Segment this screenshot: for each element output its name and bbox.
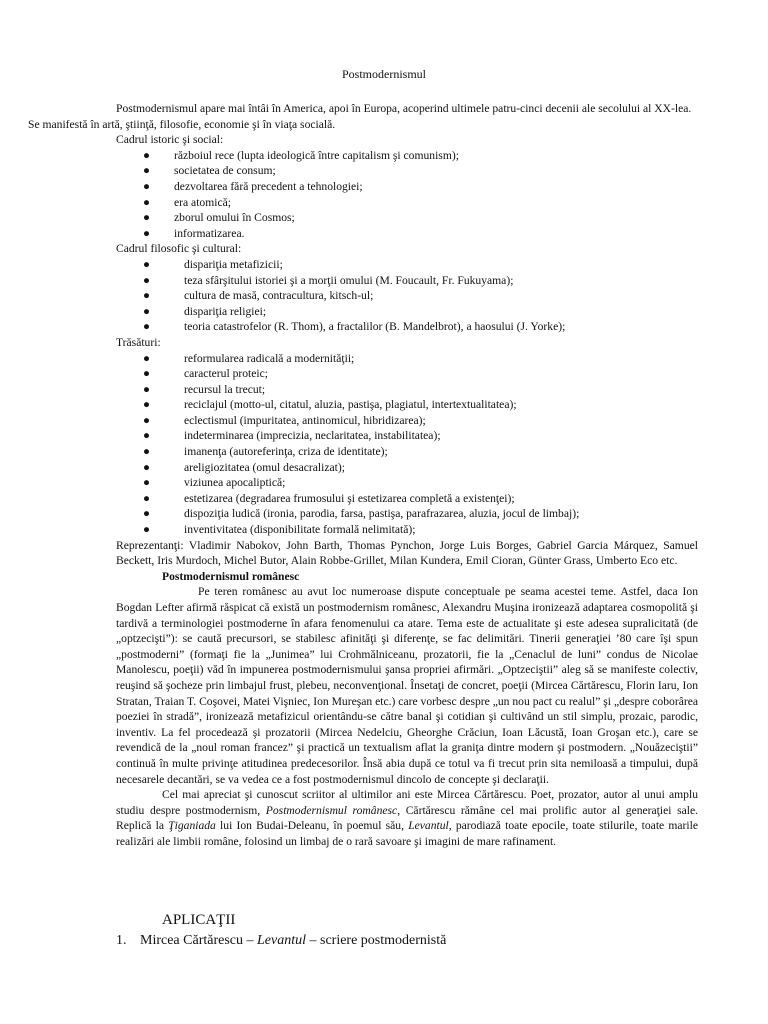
list-item: ● războiul rece (lupta ideologică între capitalism şi comunism); [143,148,459,162]
bullet-icon: ● [143,320,151,334]
list-item: ● estetizarea (degradarea frumosului şi estetizarea completă a existenţei); [143,491,515,505]
list-item: ● recursul la trecut; [143,382,266,396]
bullet-icon: ● [143,460,151,474]
list-item: ● dispariţia religiei; [143,304,267,318]
bullet-icon: ● [143,351,151,365]
representatives-paragraph: Reprezentanţi: Vladimir Nabokov, John Barth, Thomas Pynchon, Jorge Luis Borges, Gabriel Garcia Márquez, Samuel Beckett, Iris Murdoch, Michel Butor, Alain Robbe-Grillet, Milan Kundera, Emil Cioran, Günter Grass, Umberto Eco etc. [116,538,698,568]
list-item: ● indeterminarea (imprecizia, neclaritatea, instabilitatea); [143,429,441,443]
intro-text: Postmodernismul apare mai întâi în America, apoi în Europa, acoperind ultimele patru-cinci decenii ale secolului al XX-lea. Se manifestă în artă, ştiinţă, filosofie, economie şi în viaţa socială. [28,102,692,131]
bullet-icon: ● [143,273,151,287]
bullet-icon: ● [143,289,151,303]
list-item: ● teoria catastrofelor (R. Thom), a fractalilor (B. Mandelbrot), a haosului (J. Yorke); [143,320,566,334]
list-item: ● dispariţia metafizicii; [143,257,283,271]
philosophical-list [116,257,698,335]
bullet-icon: ● [143,179,151,193]
bullet-icon: ● [143,413,151,427]
book-title: Postmodernismul românesc [265,803,398,817]
document-body [28,101,699,850]
list-item: ● zborul omului în Cosmos; [143,211,295,225]
bullet-icon: ● [143,195,151,209]
book-title: Levantul [257,933,306,948]
list-item: ● cultura de masă, contracultura, kitsch-ul; [143,289,374,303]
bullet-icon: ● [143,507,151,521]
bullet-icon: ● [143,491,151,505]
list-item: ● inventivitatea (disponibilitate formală nelimitată); [143,523,416,537]
bullet-icon: ● [143,382,151,396]
romanian-paragraph-1: Pe teren românesc au avut loc numeroase dispute conceptuale pe seama acestei teme. Astfel, daca Ion Bogdan Lefter afirmă răspicat că există un postmodernism românesc, Alexandru Muşina ironizează adaptarea cosmopolită şi tardivă a terminologiei postmoderne în afara fenomenului ca atare. Tema este de actualitate şi este adesea supralicitată (de „optzecişti”): se caută precursori, se stabilesc afinităţi şi diferenţe, se fac delimitări. Tinerii generaţiei ’80 care îşi spun „postmoderni” (formaţi fie la „Junimea” lui Crohmălniceanu, prozatorii, fie la „Cenaclul de luni” condus de Nicolae Manolescu, poeţii) văd în impunerea postmodernismului şansa propriei afirmări. „Optzeciştii” aleg să se manifeste colectiv, reuşind să şocheze prin limbajul frust, plebeu, neconvenţional. Însetaţi de concret, poeţii (Mircea Cărtărescu, Florin Iaru, Ion Stratan, Traian T. Coşovei, Matei Vişniec, Ion Mureşan etc.) care vorbesc despre „un nou pact cu realul” şi „despre coborârea poeziei în stradă”, ironizează metafizicul orientându-se către banal şi cotidian şi cultivând un stil simplu, prozaic, parodic, inventiv. La fel procedează şi prozatorii (Mircea Nedelciu, Gheorghe Crăciun, Ioan Lăcustă, Ioan Groşan etc.), care se revendică de la „noul roman francez” şi practică un textualism aflat la graniţa dintre modern şi postmodern. „Nouăzeciştii” continuă în multe privinţe atitudinea predecesorilor. Însă abia după ce totul va fi trecut prin sita nemiloasă a timpului, după necesarele decantări, se va vedea ce a fost postmodernismul dincolo de concepte şi declaraţii. [116,585,698,786]
section-heading-philosophical: Cadrul filosofic şi cultural: [116,242,242,256]
bullet-icon: ● [143,445,151,459]
intro-paragraph [28,101,698,132]
applications-heading: APLICAŢII [162,912,236,928]
list-item: ● areligiozitatea (omul desacralizat); [143,460,345,474]
application-item: 1. Mircea Cărtărescu – Levantul – scriere postmodernistă [116,933,447,948]
bullet-icon: ● [143,429,151,443]
bullet-icon: ● [143,148,151,162]
list-item: ● imanenţa (autoreferinţa, criza de identitate); [143,445,388,459]
bullet-icon: ● [143,257,151,271]
bullet-icon: ● [143,211,151,225]
list-item: ● dispoziţia ludică (ironia, parodia, farsa, pastişa, parafrazarea, aluzia, jocul de limbaj); [143,507,580,521]
bullet-icon: ● [143,523,151,537]
section-heading-traits: Trăsături: [116,335,161,349]
historical-list [116,148,698,242]
list-item: ● viziunea apocaliptică; [143,476,286,490]
list-item: ● eclectismul (impuritatea, antinomicul, hibridizarea); [143,413,426,427]
bullet-icon: ● [143,304,151,318]
book-title: Ţiganiada [168,819,216,833]
document-title: Postmodernismul [341,67,426,81]
list-item: ● teza sfârşitului istoriei şi a morţii omului (M. Foucault, Fr. Fukuyama); [143,273,514,287]
list-item: ● caracterul proteic; [143,367,268,381]
romanian-paragraph-2: Cel mai apreciat şi cunoscut scriitor al ultimilor ani este Mircea Cărtărescu. Poet, prozator, autor al unui amplu studiu despre postmodernism, Postmodernismul românesc, Cărtărescu rămâne cel mai prolific autor al generaţiei sale. Replică la Ţiganiada lui Ion Budai-Deleanu, în poemul său, Levantul, parodiază toate epocile, toate stilurile, toate marile realizări ale limbii române, folosind un limbaj de o rară savoare şi imagini de mare rafinament. [116,788,699,848]
list-item: ● reciclajul (motto-ul, citatul, aluzia, pastişa, plagiatul, intertextualitatea); [143,398,517,412]
list-item: ● reformularea radicală a modernităţii; [143,351,355,365]
list-item: ● informatizarea. [143,226,245,240]
list-item: ● dezvoltarea fără precedent a tehnologiei; [143,179,363,193]
bullet-icon: ● [143,226,151,240]
list-item: ● era atomică; [143,195,231,209]
section-heading-historical: Cadrul istoric şi social: [116,133,224,147]
list-item: ● societatea de consum; [143,164,276,178]
bullet-icon: ● [143,164,151,178]
romanian-section-heading: Postmodernismul românesc [162,569,300,583]
bullet-icon: ● [143,476,151,490]
bullet-icon: ● [143,398,151,412]
book-title: Levantul [408,819,449,833]
item-number: 1. [116,933,127,948]
bullet-icon: ● [143,367,151,381]
traits-list [116,351,698,538]
